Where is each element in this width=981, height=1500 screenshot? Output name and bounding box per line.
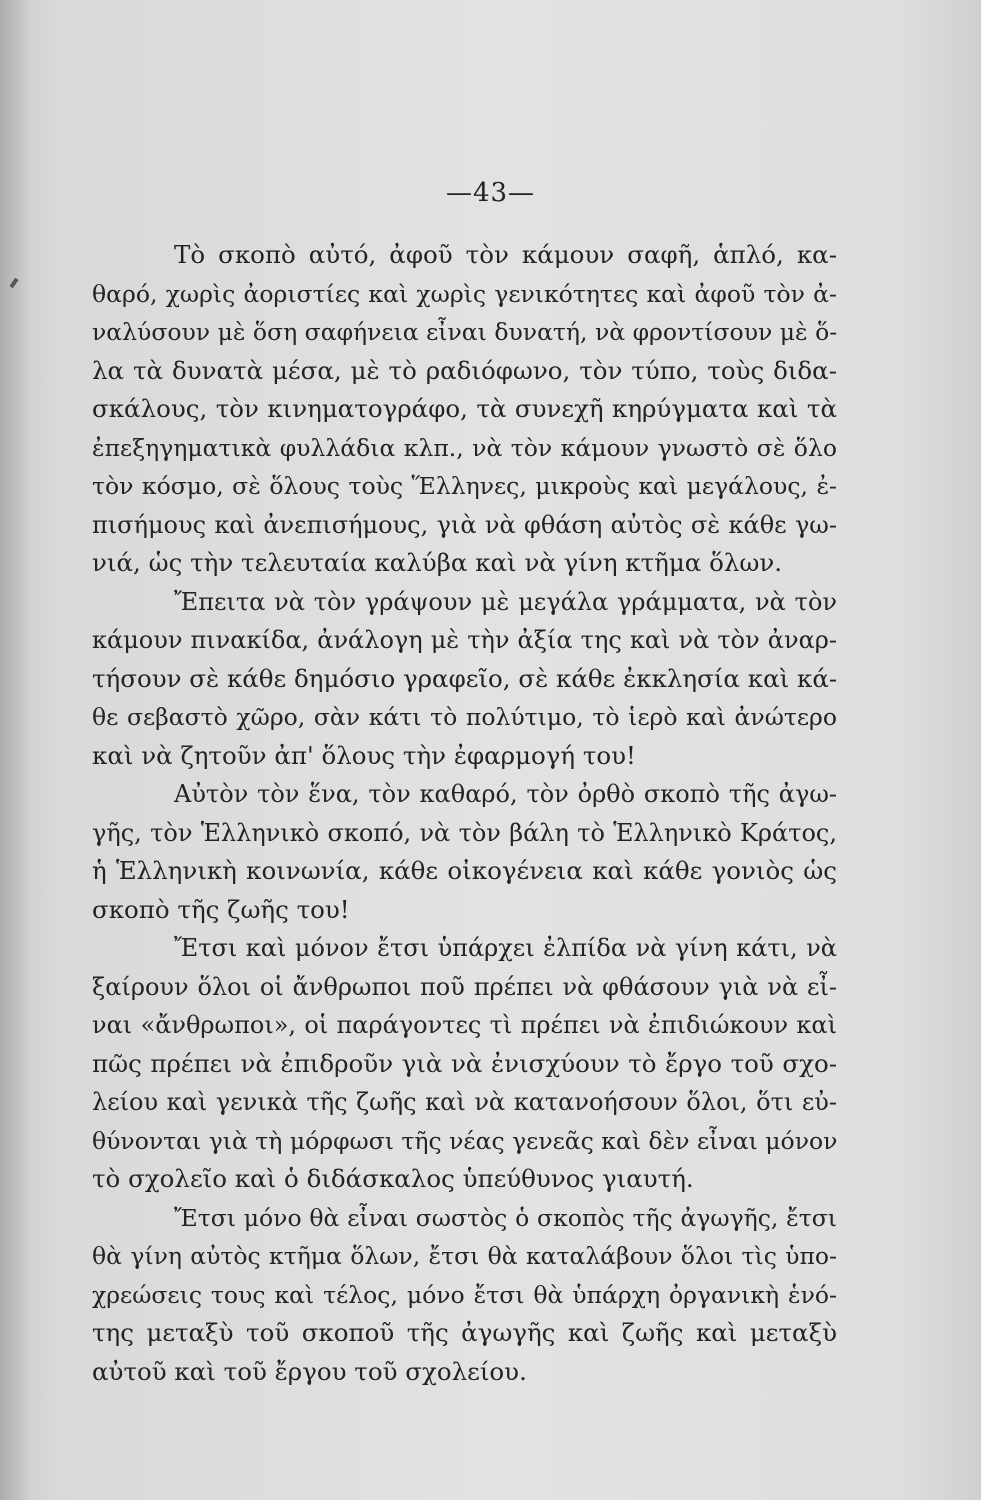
text-line: ἐπεξηγηματικὰ φυλλάδια κλπ., νὰ τὸν κάμουν γνωστὸ σὲ ὅλο xyxy=(92,433,837,462)
page-number: —43— xyxy=(445,178,536,208)
text-line: ναι «ἄνθρωποι», οἱ παράγοντες τὶ πρέπει νὰ ἐπιδιώκουν καὶ xyxy=(92,1011,837,1039)
body-text xyxy=(92,236,837,1391)
text-line: της μεταξὺ τοῦ σκοποῦ τῆς ἀγωγῆς καὶ ζωῆς καὶ μεταξὺ xyxy=(92,1318,837,1347)
text-line: αὐτοῦ καὶ τοῦ ἔργου τοῦ σχολείου. xyxy=(92,1356,527,1386)
text-line: πῶς πρέπει νὰ ἐπιδροῦν γιὰ νὰ ἐνισχύουν τὸ ἔργο τοῦ σχο- xyxy=(92,1048,837,1078)
text-line: Ἔτσι μόνο θὰ εἶναι σωστὸς ὁ σκοπὸς τῆς ἀγωγῆς, ἔτσι xyxy=(174,1203,837,1232)
text-line: πισήμους καὶ ἀνεπισήμους, γιὰ νὰ φθάση αὐτὸς σὲ κάθε γω- xyxy=(92,510,837,539)
binding-shadow xyxy=(0,0,30,1500)
text-line: ξαίρουν ὅλοι οἱ ἄνθρωποι ποῦ πρέπει νὰ φθάσουν γιὰ νὰ εἶ- xyxy=(92,972,837,1001)
text-line: θὰ γίνη αὐτὸς κτῆμα ὅλων, ἔτσι θὰ καταλάβουν ὅλοι τὶς ὑπο- xyxy=(92,1242,837,1270)
text-line: σκοπὸ τῆς ζωῆς του! xyxy=(92,894,350,924)
text-line: τὸ σχολεῖο καὶ ὁ διδάσκαλος ὑπεύθυνος γιαυτή. xyxy=(92,1164,694,1193)
text-line: Ἔπειτα νὰ τὸν γράψουν μὲ μεγάλα γράμματα, νὰ τὸν xyxy=(174,587,837,616)
text-line: Τὸ σκοπὸ αὐτό, ἀφοῦ τὸν κάμουν σαφῆ, ἁπλό, κα- xyxy=(174,240,837,269)
text-line: τὸν κόσμο, σὲ ὅλους τοὺς Ἕλληνες, μικροὺς καὶ μεγάλους, ἐ- xyxy=(92,472,837,500)
text-line: θε σεβαστὸ χῶρο, σὰν κάτι τὸ πολύτιμο, τὸ ἱερὸ καὶ ἀνώτερο xyxy=(92,703,837,731)
text-line: νιά, ὡς τὴν τελευταία καλύβα καὶ νὰ γίνη κτῆμα ὅλων. xyxy=(92,548,783,577)
text-line: Ἔτσι καὶ μόνον ἔτσι ὑπάρχει ἐλπίδα νὰ γίνη κάτι, νὰ xyxy=(174,934,837,962)
text-line: λα τὰ δυνατὰ μέσα, μὲ τὸ ραδιόφωνο, τὸν τύπο, τοὺς διδα- xyxy=(92,355,837,385)
text-line: καὶ νὰ ζητοῦν ἀπ' ὅλους τὴν ἐφαρμογή του! xyxy=(92,740,636,770)
text-line: Αὐτὸν τὸν ἕνα, τὸν καθαρό, τὸν ὀρθὸ σκοπὸ τῆς ἀγω- xyxy=(174,780,837,808)
text-line: σκάλους, τὸν κινηματογράφο, τὰ συνεχῆ κηρύγματα καὶ τὰ xyxy=(92,394,837,423)
text-line: ἡ Ἑλληνικὴ κοινωνία, κάθε οἰκογένεια καὶ κάθε γονιὸς ὡς xyxy=(92,856,837,885)
text-line: ναλύσουν μὲ ὅση σαφήνεια εἶναι δυνατή, νὰ φροντίσουν μὲ ὅ- xyxy=(92,318,837,346)
text-line: γῆς, τὸν Ἑλληνικὸ σκοπό, νὰ τὸν βάλη τὸ Ἑλληνικὸ Κράτος, xyxy=(92,818,837,847)
text-line: τήσουν σὲ κάθε δημόσιο γραφεῖο, σὲ κάθε ἐκκλησία καὶ κά- xyxy=(92,663,837,693)
text-line: θύνονται γιὰ τὴ μόρφωσι τῆς νέας γενεᾶς καὶ δὲν εἶναι μόνον xyxy=(92,1126,837,1155)
text-line: κάμουν πινακίδα, ἀνάλογη μὲ τὴν ἀξία της καὶ νὰ τὸν ἀναρ- xyxy=(92,626,837,654)
text-line: λείου καὶ γενικὰ τῆς ζωῆς καὶ νὰ κατανοήσουν ὅλοι, ὅτι εὐ- xyxy=(92,1088,837,1116)
text-line: χρεώσεις τους καὶ τέλος, μόνο ἔτσι θὰ ὑπάρχη ὀργανικὴ ἑνό- xyxy=(92,1280,837,1309)
text-line: θαρό, χωρὶς ἀοριστίες καὶ χωρὶς γενικότητες καὶ ἀφοῦ τὸν ἀ- xyxy=(92,279,837,308)
